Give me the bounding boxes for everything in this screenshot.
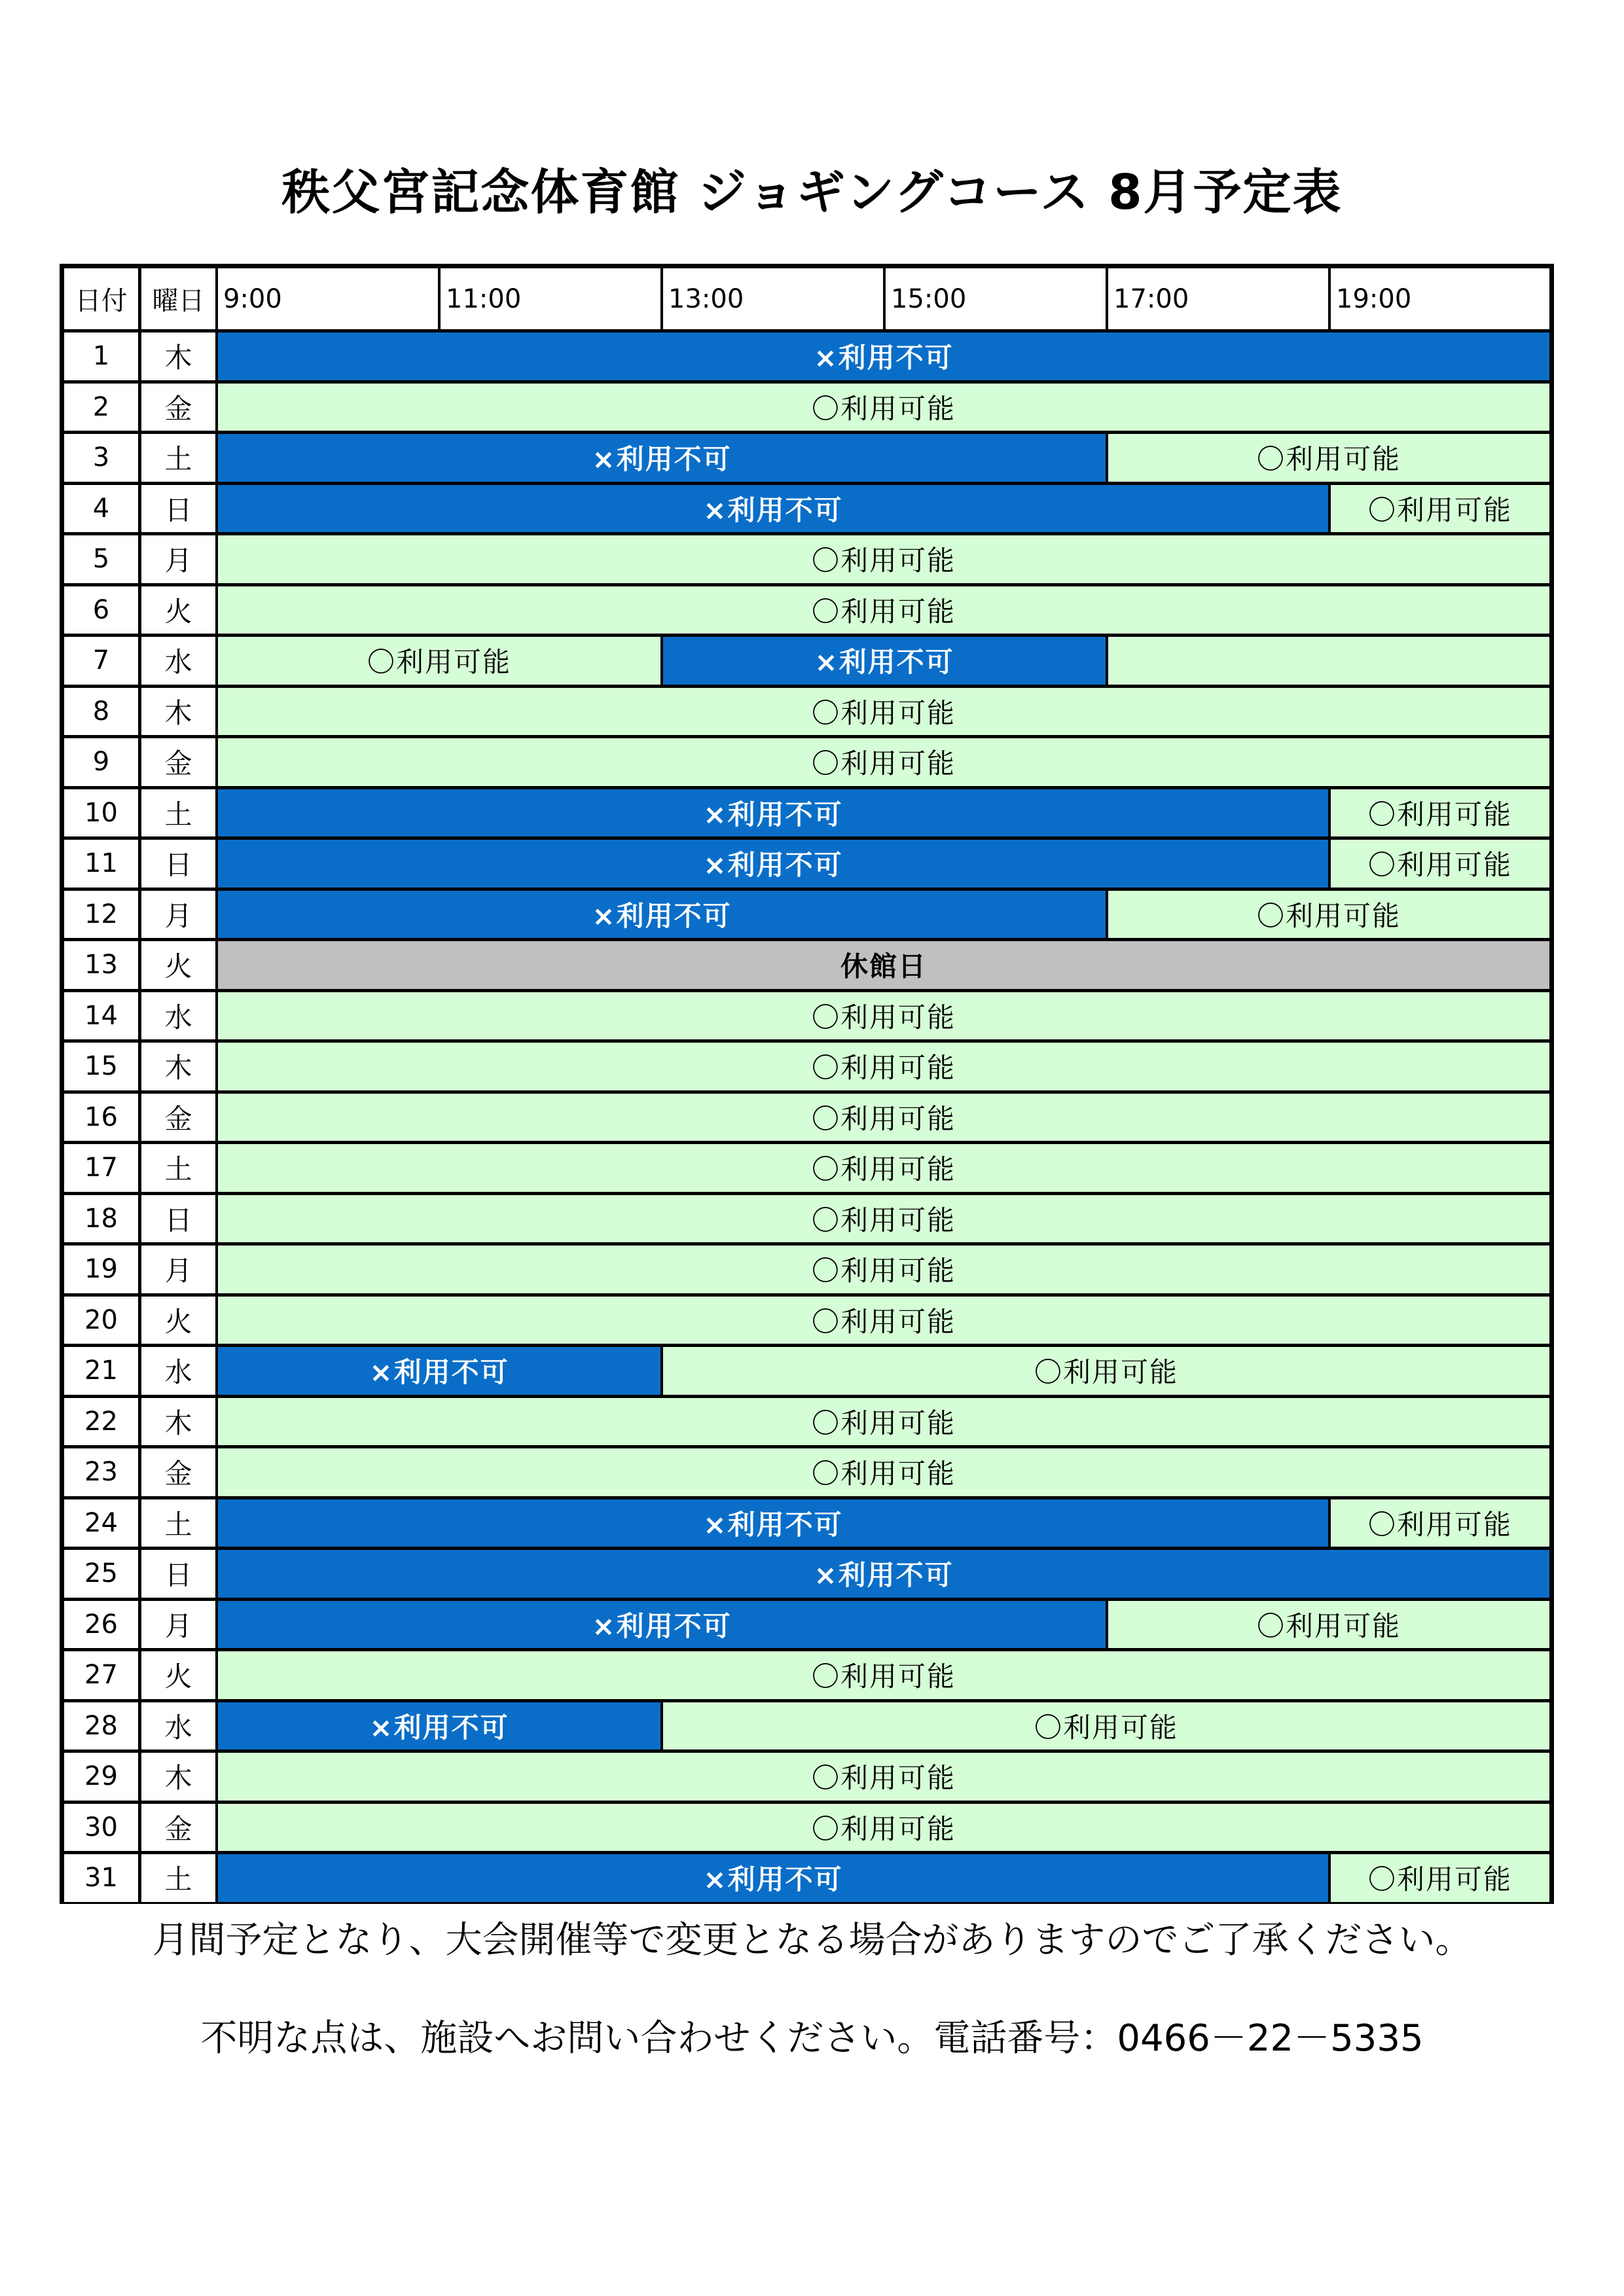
row-weekday: 金 xyxy=(141,1804,215,1852)
row-date: 19 xyxy=(64,1246,138,1293)
status-available: 〇利用可能 xyxy=(218,1753,1549,1801)
row-weekday: 火 xyxy=(141,1651,215,1699)
table-row xyxy=(64,1753,1549,1801)
row-date: 28 xyxy=(64,1702,138,1750)
table-row xyxy=(64,941,1549,989)
status-available: 〇利用可能 xyxy=(218,1297,1549,1344)
status-available: 〇利用可能 xyxy=(1331,840,1549,888)
table-row xyxy=(64,688,1549,736)
row-weekday: 水 xyxy=(141,1347,215,1395)
table-row xyxy=(64,891,1549,939)
row-weekday: 日 xyxy=(141,485,215,533)
row-date: 4 xyxy=(64,485,138,533)
header-time-4: 17:00 xyxy=(1108,268,1328,329)
row-date: 20 xyxy=(64,1297,138,1344)
row-date: 1 xyxy=(64,332,138,380)
table-row xyxy=(64,1499,1549,1547)
status-unavailable: ×利用不可 xyxy=(218,1499,1328,1547)
row-weekday: 日 xyxy=(141,840,215,888)
row-date: 11 xyxy=(64,840,138,888)
status-available: 〇利用可能 xyxy=(1331,789,1549,837)
status-unavailable: ×利用不可 xyxy=(218,1347,660,1395)
row-weekday: 月 xyxy=(141,535,215,583)
notice-contact: 不明な点は、施設へお問い合わせください。電話番号：0466－22－5335 xyxy=(200,2017,1424,2060)
row-date: 22 xyxy=(64,1398,138,1446)
row-weekday: 月 xyxy=(141,891,215,939)
row-weekday: 金 xyxy=(141,384,215,431)
status-available: 〇利用可能 xyxy=(218,1144,1549,1192)
table-row xyxy=(64,535,1549,583)
row-weekday: 土 xyxy=(141,1144,215,1192)
status-available: 〇利用可能 xyxy=(1331,485,1549,533)
header-time-5: 19:00 xyxy=(1331,268,1549,329)
row-date: 29 xyxy=(64,1753,138,1801)
table-row xyxy=(64,1702,1549,1750)
table-row xyxy=(64,1043,1549,1090)
row-date: 30 xyxy=(64,1804,138,1852)
row-date: 13 xyxy=(64,941,138,989)
status-unavailable: ×利用不可 xyxy=(218,332,1549,380)
header-weekday: 曜日 xyxy=(141,268,215,329)
table-row xyxy=(64,1448,1549,1496)
status-available: 〇利用可能 xyxy=(218,1195,1549,1243)
row-weekday: 金 xyxy=(141,1094,215,1141)
status-available: 〇利用可能 xyxy=(218,535,1549,583)
table-row xyxy=(64,1550,1549,1598)
status-available: 〇利用可能 xyxy=(663,1702,1549,1750)
status-available: 〇利用可能 xyxy=(218,1804,1549,1852)
table-row xyxy=(64,1297,1549,1344)
status-unavailable: ×利用不可 xyxy=(663,637,1106,685)
row-date: 10 xyxy=(64,789,138,837)
row-weekday: 火 xyxy=(141,586,215,634)
status-unavailable: ×利用不可 xyxy=(218,485,1328,533)
header-time-3: 15:00 xyxy=(886,268,1106,329)
status-closed: 休館日 xyxy=(218,941,1549,989)
table-row xyxy=(64,1246,1549,1293)
row-weekday: 火 xyxy=(141,1297,215,1344)
row-weekday: 木 xyxy=(141,1043,215,1090)
table-row xyxy=(64,384,1549,431)
table-row xyxy=(64,434,1549,482)
row-date: 12 xyxy=(64,891,138,939)
notice-schedule: 月間予定となり、大会開催等で変更となる場合がありますのでご了承ください。 xyxy=(152,1919,1472,1962)
status-available: 〇利用可能 xyxy=(1108,891,1549,939)
row-date: 27 xyxy=(64,1651,138,1699)
table-row xyxy=(64,637,1549,685)
table-row xyxy=(64,485,1549,533)
row-date: 25 xyxy=(64,1550,138,1598)
status-available: 〇利用可能 xyxy=(1108,1601,1549,1649)
row-weekday: 土 xyxy=(141,1854,215,1902)
row-date: 9 xyxy=(64,738,138,786)
table-row xyxy=(64,1804,1549,1852)
table-row xyxy=(64,1601,1549,1649)
row-weekday: 木 xyxy=(141,332,215,380)
status-available: 〇利用可能 xyxy=(218,586,1549,634)
status-unavailable: ×利用不可 xyxy=(218,840,1328,888)
status-available: 〇利用可能 xyxy=(1108,434,1549,482)
status-available: 〇利用可能 xyxy=(218,637,660,685)
table-row xyxy=(64,1144,1549,1192)
table-row xyxy=(64,1854,1549,1902)
header-time-0: 9:00 xyxy=(218,268,438,329)
row-date: 8 xyxy=(64,688,138,736)
status-available: 〇利用可能 xyxy=(1331,1854,1549,1902)
row-date: 23 xyxy=(64,1448,138,1496)
status-available: 〇利用可能 xyxy=(218,384,1549,431)
status-available: 〇利用可能 xyxy=(218,1448,1549,1496)
header-time-1: 11:00 xyxy=(441,268,660,329)
row-date: 21 xyxy=(64,1347,138,1395)
row-date: 17 xyxy=(64,1144,138,1192)
row-weekday: 木 xyxy=(141,1398,215,1446)
status-unavailable: ×利用不可 xyxy=(218,1550,1549,1598)
row-weekday: 水 xyxy=(141,992,215,1040)
row-weekday: 日 xyxy=(141,1195,215,1243)
status-available: 〇利用可能 xyxy=(218,688,1549,736)
table-row xyxy=(64,1094,1549,1141)
table-row xyxy=(64,332,1549,380)
status-unavailable: ×利用不可 xyxy=(218,789,1328,837)
table-row xyxy=(64,1347,1549,1395)
row-weekday: 木 xyxy=(141,1753,215,1801)
status-unavailable: ×利用不可 xyxy=(218,1702,660,1750)
row-date: 18 xyxy=(64,1195,138,1243)
status-none xyxy=(1108,637,1549,685)
header-time-2: 13:00 xyxy=(663,268,883,329)
status-unavailable: ×利用不可 xyxy=(218,1854,1328,1902)
row-date: 5 xyxy=(64,535,138,583)
status-unavailable: ×利用不可 xyxy=(218,434,1106,482)
row-date: 14 xyxy=(64,992,138,1040)
row-date: 2 xyxy=(64,384,138,431)
page-title: 秩父宮記念体育館 ジョギングコース 8月予定表 xyxy=(281,164,1343,221)
row-date: 15 xyxy=(64,1043,138,1090)
status-available: 〇利用可能 xyxy=(218,1094,1549,1141)
row-weekday: 木 xyxy=(141,688,215,736)
row-weekday: 火 xyxy=(141,941,215,989)
table-row xyxy=(64,789,1549,837)
row-weekday: 金 xyxy=(141,1448,215,1496)
table-row xyxy=(64,1398,1549,1446)
schedule-table xyxy=(60,264,1554,1904)
row-date: 6 xyxy=(64,586,138,634)
row-date: 3 xyxy=(64,434,138,482)
status-available: 〇利用可能 xyxy=(218,992,1549,1040)
row-weekday: 月 xyxy=(141,1601,215,1649)
table-row xyxy=(64,1195,1549,1243)
status-available: 〇利用可能 xyxy=(218,1651,1549,1699)
header-date: 日付 xyxy=(64,268,138,329)
table-row xyxy=(64,586,1549,634)
row-date: 7 xyxy=(64,637,138,685)
status-available: 〇利用可能 xyxy=(218,1398,1549,1446)
table-row xyxy=(64,840,1549,888)
status-available: 〇利用可能 xyxy=(218,1043,1549,1090)
row-weekday: 水 xyxy=(141,637,215,685)
status-available: 〇利用可能 xyxy=(218,738,1549,786)
row-date: 16 xyxy=(64,1094,138,1141)
table-row xyxy=(64,738,1549,786)
table-row xyxy=(64,1651,1549,1699)
status-available: 〇利用可能 xyxy=(663,1347,1549,1395)
row-weekday: 月 xyxy=(141,1246,215,1293)
row-weekday: 土 xyxy=(141,1499,215,1547)
row-weekday: 金 xyxy=(141,738,215,786)
status-unavailable: ×利用不可 xyxy=(218,1601,1106,1649)
row-weekday: 土 xyxy=(141,434,215,482)
row-date: 26 xyxy=(64,1601,138,1649)
row-date: 31 xyxy=(64,1854,138,1902)
row-weekday: 水 xyxy=(141,1702,215,1750)
status-unavailable: ×利用不可 xyxy=(218,891,1106,939)
table-row xyxy=(64,992,1549,1040)
status-available: 〇利用可能 xyxy=(1331,1499,1549,1547)
row-weekday: 日 xyxy=(141,1550,215,1598)
row-weekday: 土 xyxy=(141,789,215,837)
row-date: 24 xyxy=(64,1499,138,1547)
status-available: 〇利用可能 xyxy=(218,1246,1549,1293)
